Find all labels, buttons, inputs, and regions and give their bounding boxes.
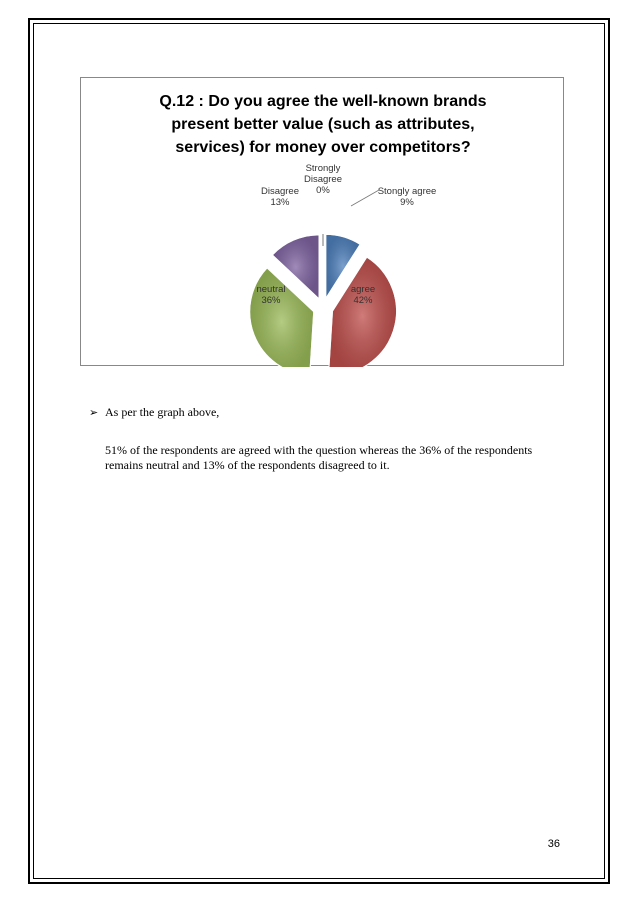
slice-label: agree 42% — [350, 284, 376, 306]
chart-title-line-1: Q.12 : Do you agree the well-known brands — [159, 93, 487, 110]
arrow-bullet-icon: ➢ — [89, 407, 99, 419]
slice-label: Stongly agree 9% — [377, 186, 437, 208]
summary-paragraph: 51% of the respondents are agreed with the question whereas the 36% of the respondents remains neutral and 13% of the respondents disagreed to it. — [105, 443, 533, 472]
page-number: 36 — [547, 838, 560, 850]
slice-label: Strongly Disagree 0% — [303, 163, 343, 196]
leader-line — [351, 190, 379, 206]
slice-label: neutral 36% — [256, 284, 286, 306]
slice-label: Disagree 13% — [260, 186, 300, 208]
pie-chart — [81, 78, 565, 367]
chart-title-line-2: present better value (such as attributes, — [171, 116, 475, 133]
bullet-item — [89, 405, 559, 421]
chart-area — [80, 77, 564, 366]
bullet-intro: As per the graph above, — [105, 405, 220, 419]
body-text — [89, 405, 559, 473]
chart-title-line-3: services) for money over competitors? — [175, 139, 471, 156]
